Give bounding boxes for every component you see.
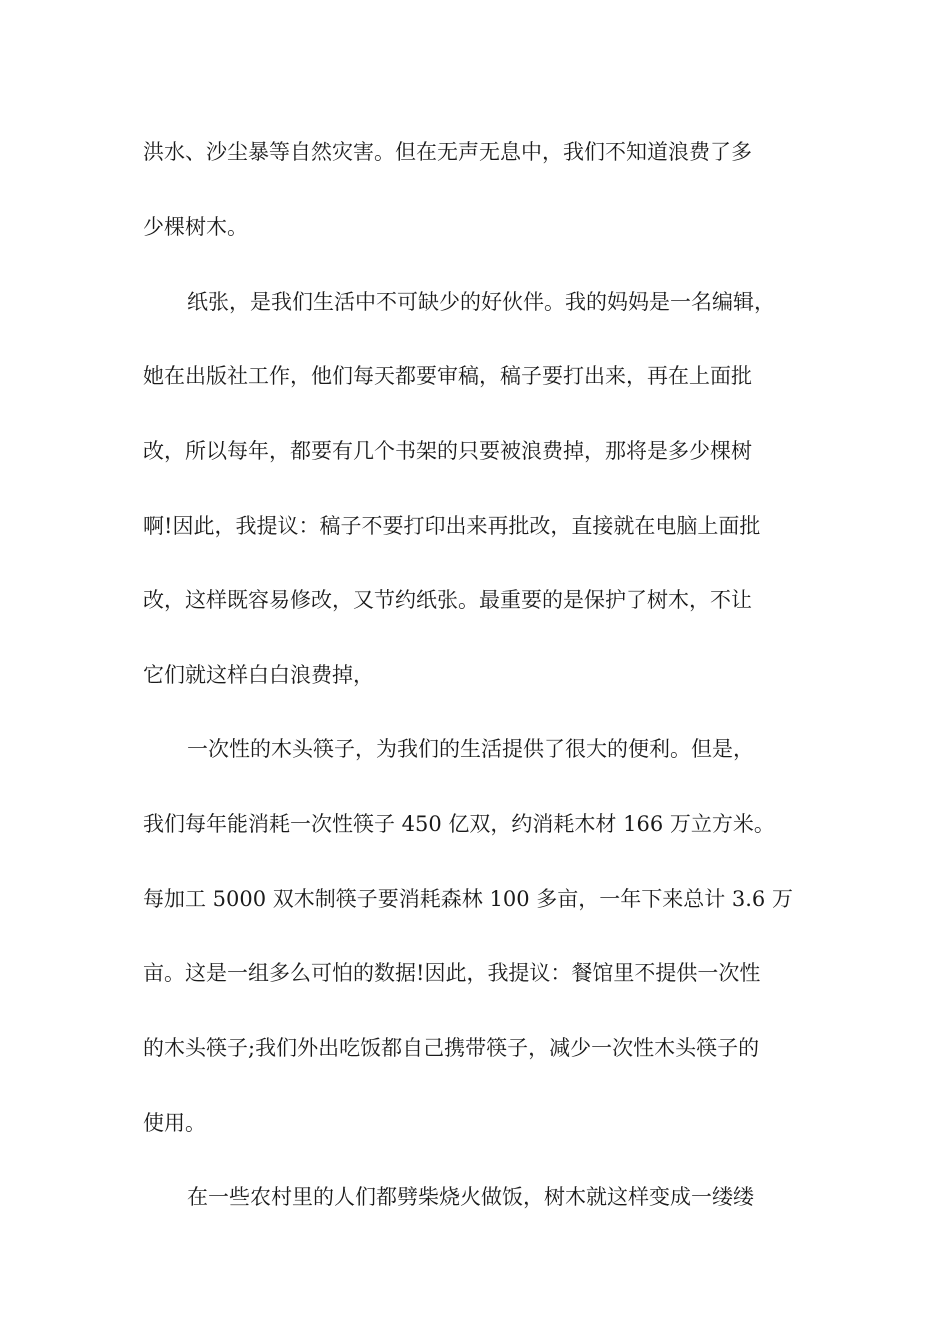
paragraph-start-line: 一次性的木头筷子，为我们的生活提供了很大的便利。但是， <box>187 737 754 761</box>
text-line: 少棵树木。 <box>143 215 248 239</box>
text-line: 改，这样既容易修改，又节约纸张。最重要的是保护了树木，不让 <box>143 588 752 612</box>
text-line: 洪水、沙尘暴等自然灾害。但在无声无息中，我们不知道浪费了多 <box>143 140 752 164</box>
text-line: 每加工 5000 双木制筷子要消耗森林 100 多亩，一年下来总计 3.6 万 <box>143 887 793 911</box>
text-line: 改，所以每年，都要有几个书架的只要被浪费掉，那将是多少棵树 <box>143 439 752 463</box>
text-line: 使用。 <box>143 1111 206 1135</box>
text-line: 啊!因此，我提议：稿子不要打印出来再批改，直接就在电脑上面批 <box>143 514 761 538</box>
text-line: 的木头筷子;我们外出吃饭都自己携带筷子，减少一次性木头筷子的 <box>143 1036 760 1060</box>
text-line: 它们就这样白白浪费掉， <box>143 663 374 687</box>
text-line: 亩。这是一组多么可怕的数据!因此，我提议：餐馆里不提供一次性 <box>143 961 761 985</box>
paragraph-start-line: 在一些农村里的人们都劈柴烧火做饭，树木就这样变成一缕缕 <box>187 1185 754 1209</box>
text-line: 她在出版社工作，他们每天都要审稿，稿子要打出来，再在上面批 <box>143 364 752 388</box>
text-line: 我们每年能消耗一次性筷子 450 亿双，约消耗木材 166 万立方米。 <box>143 812 775 836</box>
paragraph-start-line: 纸张，是我们生活中不可缺少的好伙伴。我的妈妈是一名编辑， <box>187 290 775 314</box>
